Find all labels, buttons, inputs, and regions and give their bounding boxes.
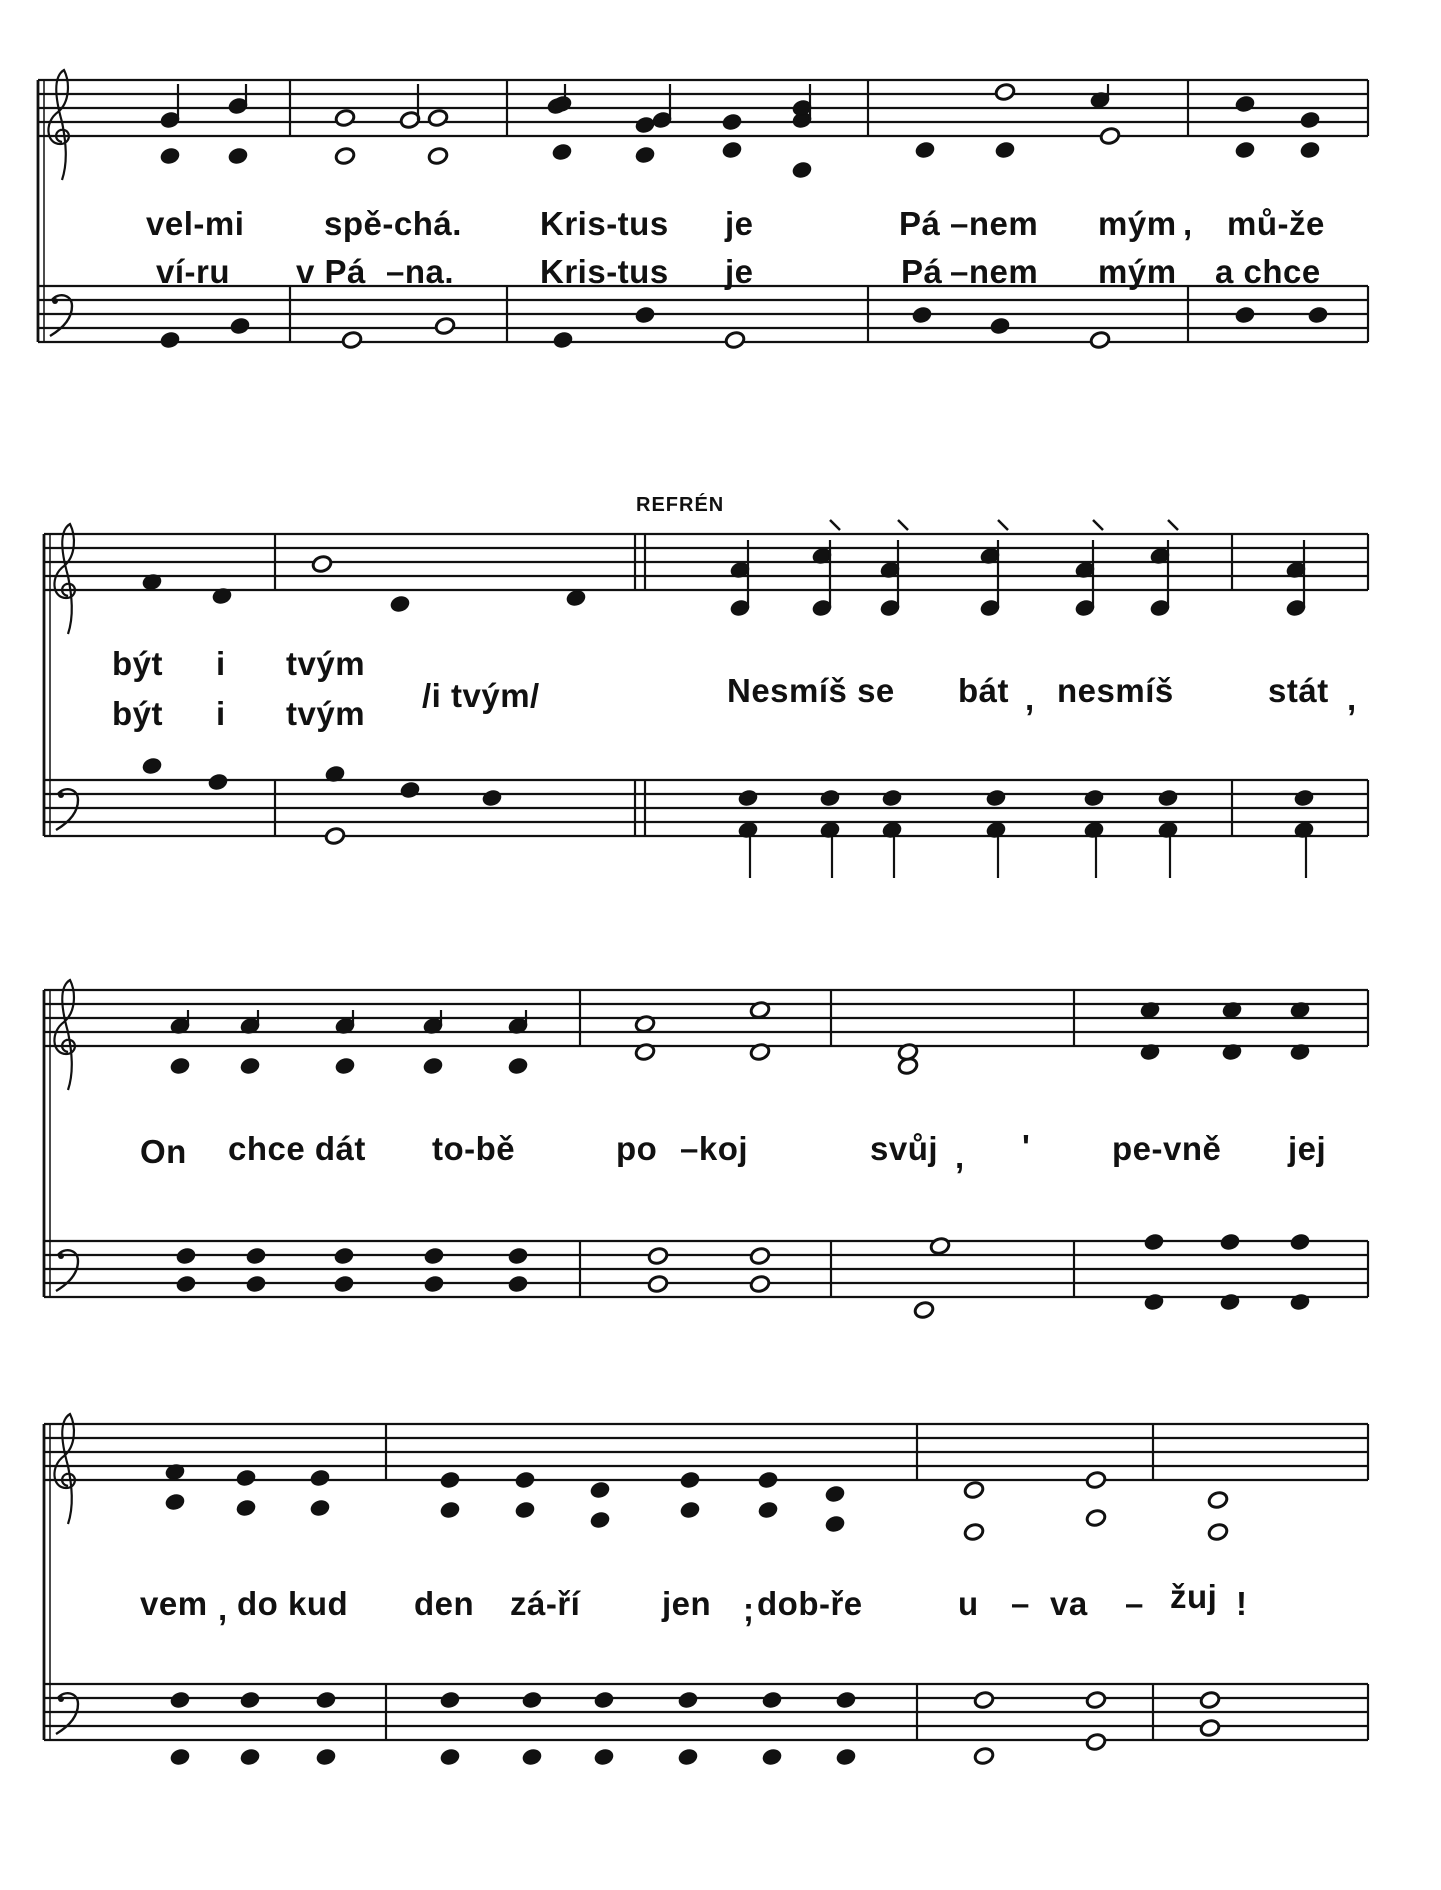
half-note-head	[341, 330, 363, 349]
note-head	[1234, 94, 1256, 113]
note-head	[507, 1274, 529, 1293]
half-note-head	[749, 1246, 771, 1265]
lyric-syllable: –nem	[950, 205, 1039, 242]
lyric-syllable: i	[216, 695, 226, 732]
note-head	[824, 1484, 846, 1503]
half-note-head	[1085, 1732, 1107, 1751]
note-head	[1299, 110, 1321, 129]
note-head	[164, 1492, 186, 1511]
note-head	[439, 1470, 461, 1489]
half-note-head	[1085, 1690, 1107, 1709]
note-head	[761, 1747, 783, 1766]
lyric-syllable: Pá	[901, 253, 943, 290]
eighth-flag	[998, 520, 1008, 530]
half-note-head	[973, 1746, 995, 1765]
lyric-syllable: svůj	[870, 1130, 939, 1167]
half-note-head	[1207, 1522, 1229, 1541]
note-head	[791, 160, 813, 179]
lyric-syllable: to-bě	[432, 1130, 516, 1167]
lyric-syllable: Kris-tus	[540, 205, 669, 242]
bass-clef-dot	[58, 1253, 64, 1259]
note-head	[399, 780, 421, 799]
lyric-syllable: v Pá	[296, 253, 366, 290]
note-head	[315, 1747, 337, 1766]
note-head	[309, 1498, 331, 1517]
lyric-syllable: /i tvým/	[422, 677, 540, 714]
note-head	[159, 146, 181, 165]
lyric-syllable: ;	[743, 1591, 755, 1628]
note-head	[1293, 788, 1315, 807]
half-note-head	[324, 826, 346, 845]
note-head	[721, 112, 743, 131]
note-head	[911, 305, 933, 324]
note-head	[565, 588, 587, 607]
half-note-head	[647, 1246, 669, 1265]
lyric-syllable: chce dát	[228, 1130, 366, 1167]
treble-clef-icon	[54, 524, 74, 634]
note-head	[239, 1690, 261, 1709]
lyric-syllable: je	[725, 205, 754, 242]
note-head	[521, 1690, 543, 1709]
bass-clef-dot	[58, 1696, 64, 1702]
note-head	[175, 1274, 197, 1293]
note-head	[1083, 788, 1105, 807]
refrain-label: REFRÉN	[636, 494, 725, 516]
note-head	[239, 1056, 261, 1075]
note-head	[169, 1747, 191, 1766]
half-note-head	[994, 82, 1016, 101]
half-note-head	[963, 1522, 985, 1541]
lyric-syllable: tvým	[286, 645, 366, 682]
note-head	[389, 594, 411, 613]
note-head	[481, 788, 503, 807]
note-head	[235, 1498, 257, 1517]
note-head	[677, 1690, 699, 1709]
lyric-syllable: ví-ru	[156, 253, 231, 290]
half-note-head	[1199, 1718, 1221, 1737]
note-head	[333, 1246, 355, 1265]
half-note-head	[427, 146, 449, 165]
half-note-head	[724, 330, 746, 349]
note-head	[514, 1470, 536, 1489]
lyric-syllable: ,	[218, 1590, 228, 1627]
note-head	[634, 305, 656, 324]
lyric-syllable: být	[112, 645, 163, 682]
note-head	[551, 142, 573, 161]
note-head	[835, 1690, 857, 1709]
lyric-syllable: –	[1125, 1585, 1144, 1622]
lyric-syllable: –na.	[386, 253, 455, 290]
lyric-syllable: ,	[1347, 680, 1357, 717]
treble-clef-icon	[54, 980, 74, 1090]
note-head	[245, 1274, 267, 1293]
note-head	[552, 330, 574, 349]
half-note-head	[929, 1236, 951, 1255]
note-head	[589, 1480, 611, 1499]
lyric-syllable: nesmíš	[1057, 672, 1174, 709]
half-note-head	[434, 316, 456, 335]
eighth-flag	[1093, 520, 1103, 530]
half-note-head	[1207, 1490, 1229, 1509]
lyric-syllable: být	[112, 695, 163, 732]
lyric-syllable: Kris-tus	[540, 253, 669, 290]
note-head	[881, 788, 903, 807]
note-head	[679, 1470, 701, 1489]
note-head	[634, 115, 656, 134]
lyric-syllable: do kud	[237, 1585, 349, 1622]
half-note-head	[647, 1274, 669, 1293]
lyric-syllable: ,	[1183, 205, 1193, 242]
lyric-syllable: dob-ře	[757, 1585, 863, 1622]
note-head	[207, 772, 229, 791]
lyric-syllable: mým	[1098, 205, 1177, 242]
note-head	[761, 1690, 783, 1709]
half-note-head	[427, 108, 449, 127]
note-head	[507, 1246, 529, 1265]
lyric-syllable: Pá	[899, 205, 941, 242]
half-note-head	[311, 554, 333, 573]
note-head	[315, 1690, 337, 1709]
note-head	[423, 1274, 445, 1293]
note-head	[1234, 305, 1256, 324]
note-head	[521, 1747, 543, 1766]
note-head	[169, 1056, 191, 1075]
lyric-syllable: a chce	[1215, 253, 1321, 290]
note-head	[141, 756, 163, 775]
lyric-syllable: žuj	[1170, 1578, 1218, 1615]
lyric-syllable: mým	[1098, 253, 1177, 290]
note-head	[677, 1747, 699, 1766]
note-head	[757, 1500, 779, 1519]
lyric-syllable: jej	[1288, 1130, 1327, 1167]
lyric-syllable: Nesmíš se	[727, 672, 895, 709]
note-head	[423, 1246, 445, 1265]
note-head	[1219, 1232, 1241, 1251]
eighth-flag	[1168, 520, 1178, 530]
half-note-head	[334, 108, 356, 127]
half-note-head	[1099, 126, 1121, 145]
note-head	[239, 1747, 261, 1766]
lyric-syllable: zá-ří	[510, 1585, 581, 1622]
half-note-head	[973, 1690, 995, 1709]
note-head	[1143, 1232, 1165, 1251]
note-head	[439, 1690, 461, 1709]
half-note-head	[913, 1300, 935, 1319]
half-note-head	[1085, 1508, 1107, 1527]
note-head	[229, 316, 251, 335]
lyric-syllable: u	[958, 1585, 979, 1622]
lyric-syllable: tvým	[286, 695, 366, 732]
note-head	[985, 788, 1007, 807]
half-note-head	[963, 1480, 985, 1499]
note-head	[439, 1500, 461, 1519]
note-head	[679, 1500, 701, 1519]
lyric-syllable: '	[1022, 1128, 1031, 1165]
note-head	[1289, 1292, 1311, 1311]
treble-clef-icon	[48, 70, 68, 180]
note-head	[175, 1246, 197, 1265]
lyric-syllable: stát	[1268, 672, 1329, 709]
lyric-syllable: mů-že	[1227, 205, 1325, 242]
note-head	[737, 788, 759, 807]
note-head	[593, 1747, 615, 1766]
lyric-syllable: pe-vně	[1112, 1130, 1222, 1167]
note-head	[514, 1500, 536, 1519]
lyric-syllable: –	[1011, 1585, 1030, 1622]
lyric-syllable: vel-mi	[146, 205, 245, 242]
note-head	[1219, 1292, 1241, 1311]
lyric-syllable: jen	[662, 1585, 712, 1622]
half-note-head	[1089, 330, 1111, 349]
lyric-syllable: bát	[958, 672, 1009, 709]
eighth-flag	[830, 520, 840, 530]
half-note-head	[334, 146, 356, 165]
note-head	[721, 140, 743, 159]
note-head	[1299, 140, 1321, 159]
note-head	[989, 316, 1011, 335]
note-head	[1157, 788, 1179, 807]
lyric-syllable: je	[725, 253, 754, 290]
half-note-head	[749, 1274, 771, 1293]
note-head	[634, 145, 656, 164]
note-head	[824, 1514, 846, 1533]
note-head	[593, 1690, 615, 1709]
lyric-syllable: va	[1050, 1585, 1088, 1622]
lyric-syllable: spě-chá.	[324, 205, 462, 242]
half-note-head	[1085, 1470, 1107, 1489]
note-head	[1143, 1292, 1165, 1311]
lyric-syllable: ,	[955, 1138, 965, 1175]
note-head	[245, 1246, 267, 1265]
note-head	[227, 146, 249, 165]
note-head	[994, 140, 1016, 159]
note-head	[334, 1056, 356, 1075]
half-note-head	[1199, 1690, 1221, 1709]
lyric-syllable: !	[1236, 1585, 1248, 1622]
note-head	[235, 1468, 257, 1487]
lyric-syllable: den	[414, 1585, 475, 1622]
note-head	[422, 1056, 444, 1075]
lyric-syllable: ,	[1025, 680, 1035, 717]
note-head	[439, 1747, 461, 1766]
note-head	[309, 1468, 331, 1487]
lyric-syllable: po	[616, 1130, 658, 1167]
note-head	[333, 1274, 355, 1293]
lyric-syllable: vem	[140, 1585, 208, 1622]
note-head	[1307, 305, 1329, 324]
note-head	[914, 140, 936, 159]
note-head	[1289, 1232, 1311, 1251]
bass-clef-dot	[52, 298, 58, 304]
note-head	[757, 1470, 779, 1489]
note-head	[835, 1747, 857, 1766]
lyric-syllable: On	[140, 1133, 187, 1170]
lyric-syllable: –koj	[680, 1130, 749, 1167]
note-head	[819, 788, 841, 807]
treble-clef-icon	[54, 1414, 74, 1524]
note-head	[159, 330, 181, 349]
note-head	[589, 1510, 611, 1529]
note-head	[169, 1690, 191, 1709]
lyric-syllable: –nem	[950, 253, 1039, 290]
eighth-flag	[898, 520, 908, 530]
note-head	[507, 1056, 529, 1075]
note-head	[1234, 140, 1256, 159]
bass-clef-dot	[58, 792, 64, 798]
lyric-syllable: i	[216, 645, 226, 682]
